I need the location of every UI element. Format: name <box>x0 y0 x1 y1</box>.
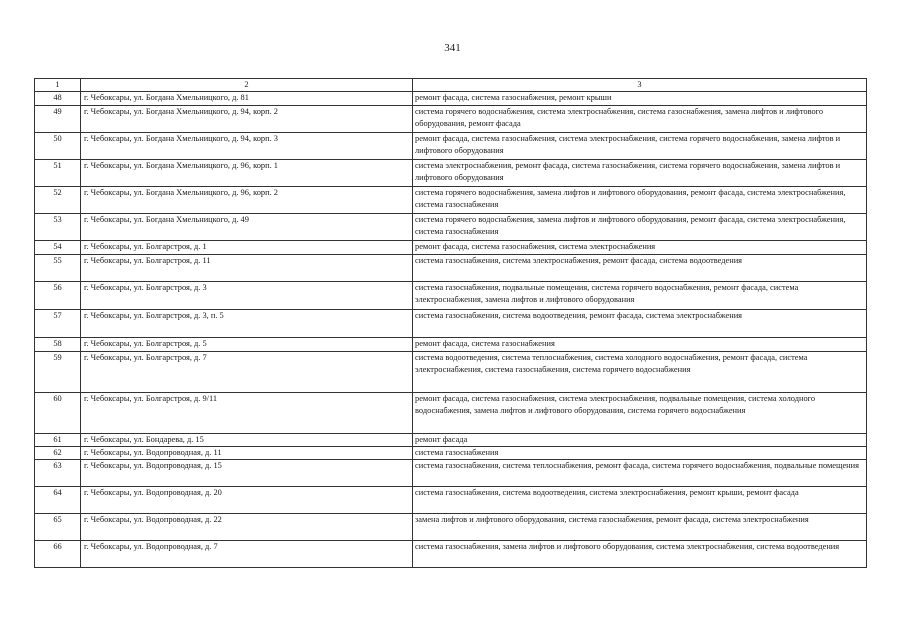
row-number: 65 <box>35 514 81 541</box>
row-number: 49 <box>35 106 81 133</box>
row-address: г. Чебоксары, ул. Водопроводная, д. 15 <box>81 460 413 487</box>
table-row <box>35 214 867 241</box>
row-address: г. Чебоксары, ул. Богдана Хмельницкого, д. 96, корп. 2 <box>81 187 413 214</box>
column-header-works: 3 <box>413 79 867 92</box>
table-row <box>35 310 867 338</box>
table-row <box>35 434 867 447</box>
row-address: г. Чебоксары, ул. Богдана Хмельницкого, д. 94, корп. 3 <box>81 133 413 160</box>
row-address: г. Чебоксары, ул. Болгарстроя, д. 11 <box>81 255 413 282</box>
row-number: 62 <box>35 447 81 460</box>
table-row <box>35 92 867 106</box>
works-table <box>34 78 867 568</box>
row-address: г. Чебоксары, ул. Водопроводная, д. 7 <box>81 541 413 568</box>
table-row <box>35 282 867 310</box>
row-works: ремонт фасада <box>413 434 867 447</box>
table-row <box>35 241 867 255</box>
row-works: система газоснабжения, система водоотведения, система электроснабжения, ремонт крыши, ремонт фасада <box>413 487 867 514</box>
table-body <box>35 79 867 568</box>
row-number: 57 <box>35 310 81 338</box>
page-number: 341 <box>444 42 461 54</box>
row-address: г. Чебоксары, ул. Болгарстроя, д. 5 <box>81 338 413 352</box>
row-number: 66 <box>35 541 81 568</box>
table-row <box>35 460 867 487</box>
table-row <box>35 447 867 460</box>
table-row <box>35 487 867 514</box>
row-works: система газоснабжения, система теплоснабжения, ремонт фасада, система горячего водоснабжения, подвальные помещения <box>413 460 867 487</box>
row-works: ремонт фасада, система газоснабжения, система электроснабжения <box>413 241 867 255</box>
row-works: система горячего водоснабжения, замена лифтов и лифтового оборудования, ремонт фасада, система электроснабжения, система газоснабжения <box>413 187 867 214</box>
row-number: 48 <box>35 92 81 106</box>
table-row <box>35 541 867 568</box>
row-address: г. Чебоксары, ул. Бондарева, д. 15 <box>81 434 413 447</box>
row-number: 64 <box>35 487 81 514</box>
table-row <box>35 187 867 214</box>
row-address: г. Чебоксары, ул. Болгарстроя, д. 3 <box>81 282 413 310</box>
table-row <box>35 393 867 434</box>
row-number: 61 <box>35 434 81 447</box>
row-works: ремонт фасада, система газоснабжения, ремонт крыши <box>413 92 867 106</box>
row-works: система горячего водоснабжения, замена лифтов и лифтового оборудования, ремонт фасада, система электроснабжения, система газоснабжения <box>413 214 867 241</box>
row-works: система водоотведения, система теплоснабжения, система холодного водоснабжения, ремонт фасада, система электроснабжения, система газоснабжения, система горячего водоснабжения <box>413 352 867 393</box>
table-row <box>35 352 867 393</box>
row-works: система горячего водоснабжения, система электроснабжения, система газоснабжения, замена лифтов и лифтового оборудования, ремонт фасада <box>413 106 867 133</box>
column-header-address: 2 <box>81 79 413 92</box>
row-address: г. Чебоксары, ул. Богдана Хмельницкого, д. 94, корп. 2 <box>81 106 413 133</box>
table-row <box>35 514 867 541</box>
row-number: 55 <box>35 255 81 282</box>
row-works: ремонт фасада, система газоснабжения, система электроснабжения, система горячего водоснабжения, замена лифтов и лифтового оборудования <box>413 133 867 160</box>
table-row <box>35 338 867 352</box>
row-works: система газоснабжения, подвальные помещения, система горячего водоснабжения, ремонт фасада, система электроснабжения, замена лифтов и лифтового оборудования <box>413 282 867 310</box>
row-number: 60 <box>35 393 81 434</box>
row-number: 50 <box>35 133 81 160</box>
row-address: г. Чебоксары, ул. Водопроводная, д. 20 <box>81 487 413 514</box>
row-address: г. Чебоксары, ул. Водопроводная, д. 11 <box>81 447 413 460</box>
row-address: г. Чебоксары, ул. Водопроводная, д. 22 <box>81 514 413 541</box>
row-works: замена лифтов и лифтового оборудования, система газоснабжения, ремонт фасада, система электроснабжения <box>413 514 867 541</box>
row-address: г. Чебоксары, ул. Богдана Хмельницкого, д. 96, корп. 1 <box>81 160 413 187</box>
table-row <box>35 133 867 160</box>
row-number: 59 <box>35 352 81 393</box>
row-works: ремонт фасада, система газоснабжения, система электроснабжения, подвальные помещения, система холодного водоснабжения, замена лифтов и лифтового оборудования, система горячего водоснабжения <box>413 393 867 434</box>
table-row <box>35 106 867 133</box>
row-number: 63 <box>35 460 81 487</box>
row-works: система электроснабжения, ремонт фасада, система газоснабжения, система горячего водоснабжения, замена лифтов и лифтового оборудования <box>413 160 867 187</box>
row-address: г. Чебоксары, ул. Болгарстроя, д. 1 <box>81 241 413 255</box>
column-header-number: 1 <box>35 79 81 92</box>
column-header-row <box>35 79 867 92</box>
table-row <box>35 160 867 187</box>
row-address: г. Чебоксары, ул. Болгарстроя, д. 7 <box>81 352 413 393</box>
row-works: система газоснабжения, система электроснабжения, ремонт фасада, система водоотведения <box>413 255 867 282</box>
row-address: г. Чебоксары, ул. Богдана Хмельницкого, д. 81 <box>81 92 413 106</box>
row-number: 54 <box>35 241 81 255</box>
row-works: система газоснабжения, система водоотведения, ремонт фасада, система электроснабжения <box>413 310 867 338</box>
row-number: 53 <box>35 214 81 241</box>
row-number: 52 <box>35 187 81 214</box>
table-row <box>35 255 867 282</box>
row-address: г. Чебоксары, ул. Болгарстроя, д. 9/11 <box>81 393 413 434</box>
row-works: система газоснабжения, замена лифтов и лифтового оборудования, система электроснабжения, система водоотведения <box>413 541 867 568</box>
row-number: 51 <box>35 160 81 187</box>
row-number: 58 <box>35 338 81 352</box>
row-works: система газоснабжения <box>413 447 867 460</box>
row-address: г. Чебоксары, ул. Богдана Хмельницкого, д. 49 <box>81 214 413 241</box>
row-address: г. Чебоксары, ул. Болгарстроя, д. 3, п. 5 <box>81 310 413 338</box>
row-works: ремонт фасада, система газоснабжения <box>413 338 867 352</box>
row-number: 56 <box>35 282 81 310</box>
